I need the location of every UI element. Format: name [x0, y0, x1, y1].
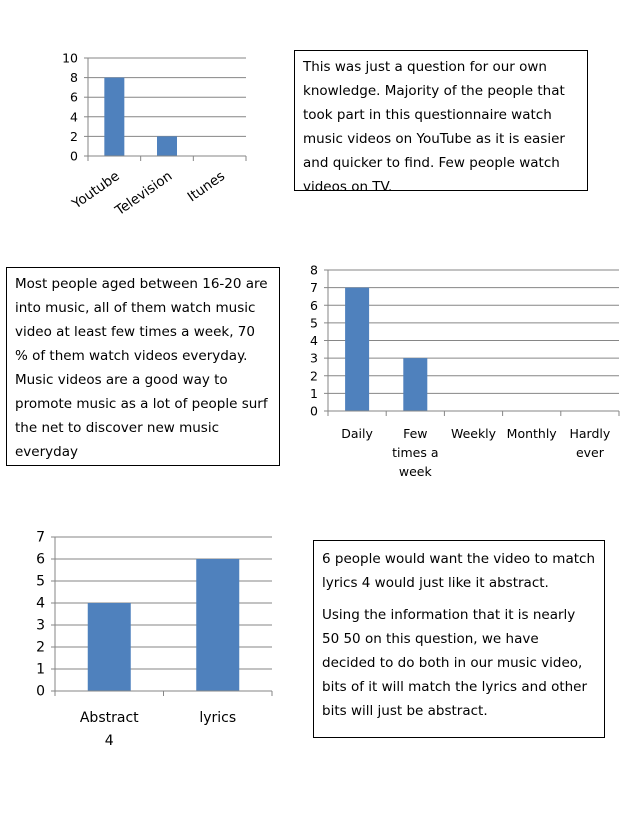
- chart1-y-tick-label: 4: [70, 109, 78, 125]
- chart3-y-tick-label: 7: [36, 529, 45, 546]
- chart2-y-tick-label: 7: [310, 280, 318, 296]
- chart2-y-tick-label: 4: [310, 333, 318, 348]
- chart1-y-tick-label: 10: [62, 50, 78, 66]
- chart3-y-tick-label: 6: [36, 551, 45, 568]
- chart1-y-tick-label: 0: [70, 148, 78, 164]
- chart3-bar: [196, 559, 239, 691]
- chart1-y-tick-label: 2: [70, 128, 78, 144]
- text-box-style-para-1: 6 people would want the video to match lyrics 4 would just like it abstract.: [322, 551, 596, 591]
- chart3-y-tick-label: 2: [36, 639, 45, 656]
- chart1-bar: [104, 78, 124, 156]
- chart3-y-tick-label: 4: [36, 595, 45, 612]
- chart2-x-tick-label: Hardly ever: [569, 426, 611, 460]
- text-box-style-para-2: Using the information that it is nearly 50 50 on this question, we have decided to do both in our music video, bits of it will match the lyrics and other bits will just be abstract.: [322, 607, 588, 719]
- chart3-y-tick-label: 3: [36, 617, 45, 634]
- chart2-x-tick-label: Weekly: [450, 426, 497, 441]
- chart1-x-tick-label: Youtube: [69, 168, 123, 213]
- chart2-x-tick-label: Daily: [341, 426, 373, 441]
- chart2-bar: [403, 358, 427, 411]
- chart2-y-tick-label: 0: [310, 403, 318, 419]
- chart1-x-tick-label: Itunes: [184, 168, 228, 206]
- chart2-x-tick-label: Monthly: [506, 426, 557, 441]
- chart2-y-tick-label: 1: [310, 385, 318, 401]
- chart1-x-tick-label: Television: [112, 168, 176, 219]
- text-box-platform: [294, 50, 588, 195]
- chart3-y-tick-label: 5: [36, 573, 45, 590]
- chart1-bar: [157, 136, 177, 156]
- chart3-y-tick-label: 0: [36, 683, 45, 700]
- chart2-y-tick-label: 6: [310, 297, 318, 313]
- chart1-y-tick-label: 6: [70, 89, 78, 105]
- chart2-y-tick-label: 8: [310, 262, 318, 278]
- chart3-y-tick-label: 1: [36, 661, 45, 678]
- chart2-y-tick-label: 5: [310, 315, 318, 331]
- text-box-frequency: [6, 267, 280, 466]
- text-box-platform-text: This was just a question for our own knowledge. Majority of the people that took part in this questionnaire watch music videos on YouTube as it is easier and quicker to find. Few people watch videos on TV.: [303, 59, 565, 195]
- chart2-bar: [345, 288, 369, 411]
- chart3-bar: [88, 603, 131, 691]
- text-box-frequency-text: Most people aged between 16-20 are into music, all of them watch music video at least few times a week, 70 % of them watch videos everyday. Music videos are a good way to promote music as a lot of people surf the net to discover new music everyday: [15, 276, 268, 460]
- chart3-x-tick-label: Abstract 4: [79, 710, 139, 749]
- chart3-x-tick-label: lyrics: [199, 710, 237, 726]
- chart2-y-tick-label: 3: [310, 350, 318, 366]
- chart1-y-tick-label: 8: [70, 70, 78, 86]
- chart2-y-tick-label: 2: [310, 368, 318, 384]
- text-box-style: [313, 540, 605, 738]
- chart2-x-tick-label: Few times a week: [392, 426, 439, 479]
